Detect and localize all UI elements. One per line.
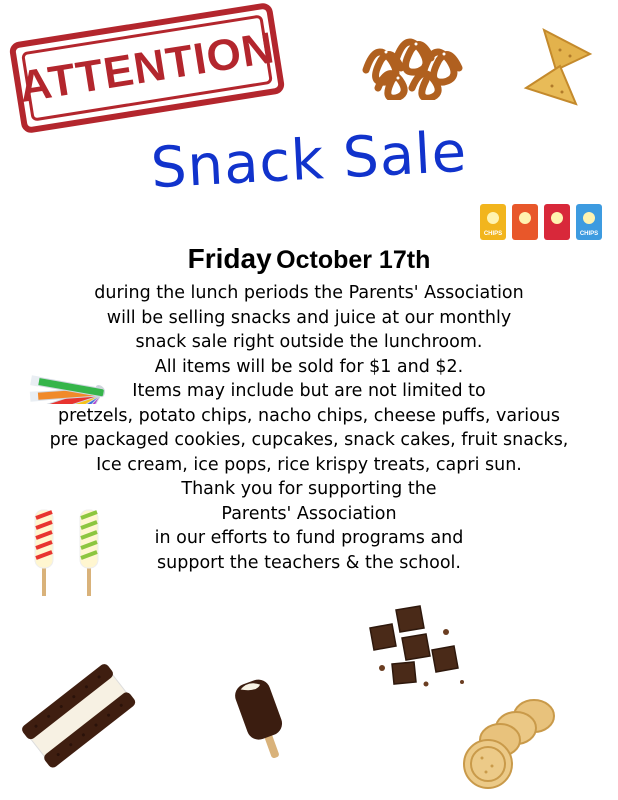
brownies-image (362, 602, 472, 694)
body-line: All items will be sold for $1 and $2. (154, 356, 464, 377)
cookies-image (458, 694, 570, 794)
chip-bag-label: CHIPS (579, 231, 599, 237)
body-line: snack sale right outside the lunchroom. (135, 332, 483, 352)
body-line: will be selling snacks and juice at our monthly (106, 307, 512, 328)
ice-cream-sandwich-image (18, 660, 138, 770)
pretzels-image (356, 30, 468, 100)
body-line: support the teachers & the school. (157, 552, 461, 573)
body-line: in our efforts to fund programs and (154, 528, 464, 548)
body-line: pre packaged cookies, cupcakes, snack cakes, fruit snacks, (49, 430, 569, 450)
event-date-rest: October 17th (276, 246, 431, 274)
chip-bag-logo (487, 212, 499, 224)
chip-bag-logo (551, 212, 563, 224)
twister-ice-pops-image (30, 506, 110, 600)
body-line: Ice cream, ice pops, rice krispy treats, capri sun. (96, 454, 522, 475)
body-line: during the lunch periods the Parents' Association (94, 283, 524, 303)
attention-stamp-text: ATTENTION (15, 23, 278, 112)
attention-stamp (8, 2, 285, 134)
body-line: Parents' Association (221, 503, 397, 524)
event-day: Friday (187, 243, 272, 274)
chip-bags-image (478, 202, 608, 242)
body-line: pretzels, potato chips, nacho chips, cheese puffs, various (57, 405, 561, 426)
event-date (0, 243, 618, 275)
body-line: Thank you for supporting the (181, 479, 437, 499)
nacho-chips-image (520, 26, 596, 110)
snack-sale-title: Snack Sale (149, 119, 469, 202)
body-line: Items may include but are not limited to (132, 381, 486, 401)
ice-cream-bar-image (230, 676, 294, 762)
freeze-pops-image (28, 312, 118, 404)
chip-bag-label: CHIPS (483, 231, 503, 237)
chip-bag-logo (583, 212, 595, 224)
chip-bag-logo (519, 212, 531, 224)
